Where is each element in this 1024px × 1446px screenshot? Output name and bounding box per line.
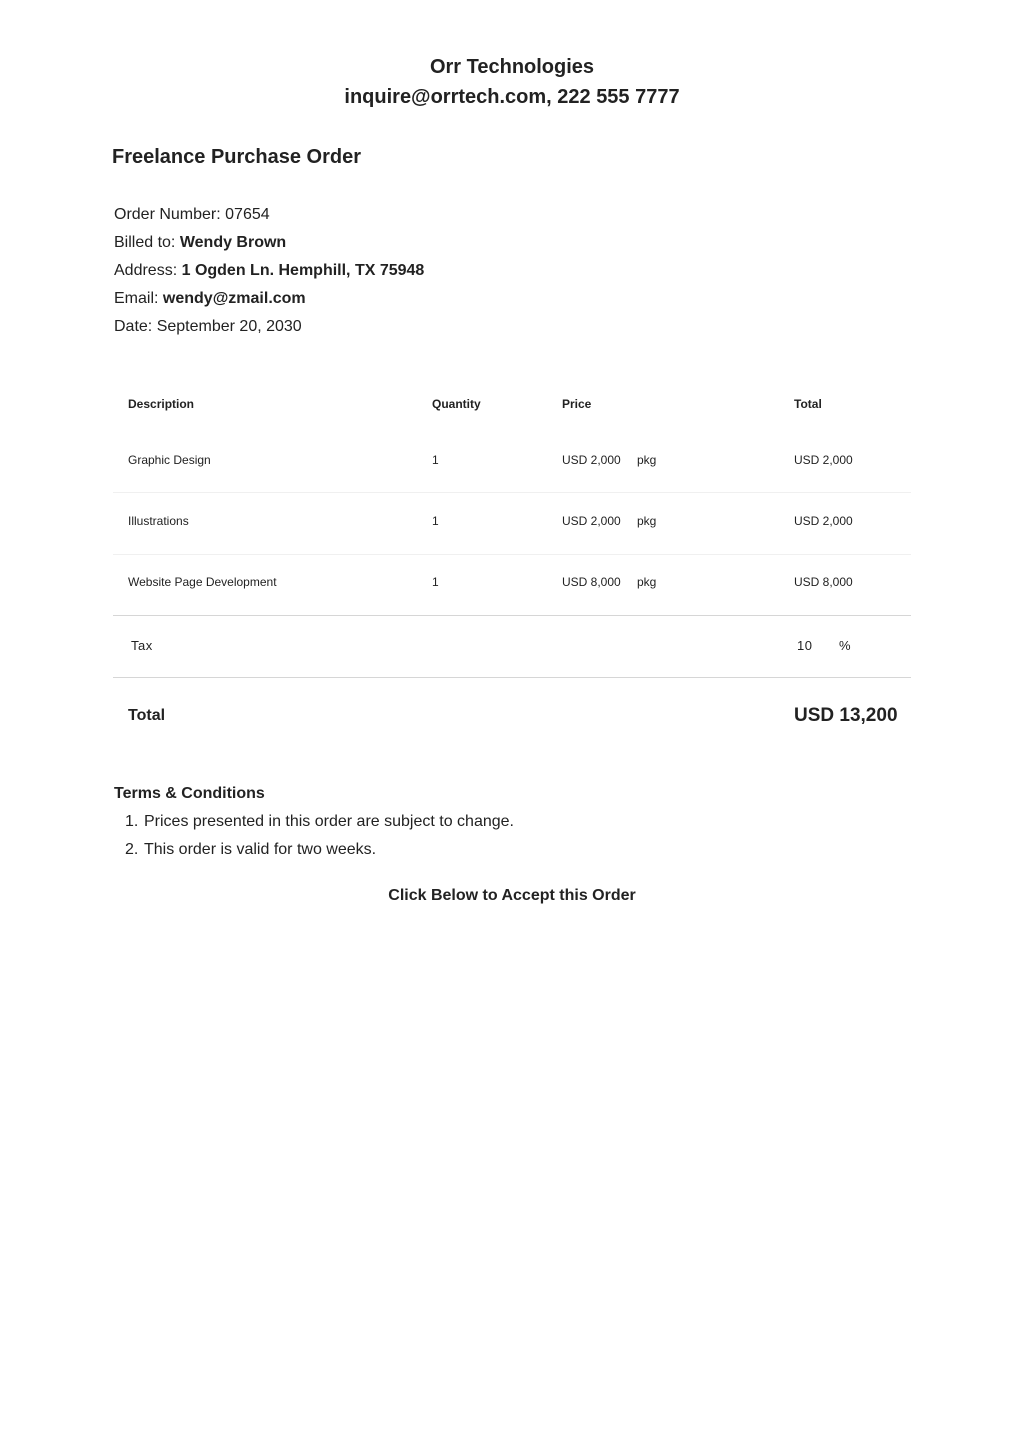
address-value: 1 Ogden Ln. Hemphill, TX 75948 (181, 262, 425, 279)
company-header (0, 52, 1024, 112)
accept-order-prompt: Click Below to Accept this Order (388, 887, 636, 904)
row-description: Illustrations (128, 514, 189, 528)
row-unit: pkg (637, 453, 657, 467)
row-quantity: 1 (432, 514, 439, 528)
row-quantity: 1 (432, 575, 439, 589)
order-number-row (114, 201, 424, 229)
row-unit: pkg (637, 575, 657, 589)
header-total: Total (794, 397, 822, 411)
billed-to-value: Wendy Brown (179, 234, 287, 251)
tax-divider (113, 677, 911, 678)
row-description: Website Page Development (128, 575, 277, 589)
company-name: Orr Technologies (429, 56, 595, 78)
address-label: Address: (114, 262, 178, 279)
list-item-text: This order is valid for two weeks. (144, 841, 377, 858)
header-description: Description (128, 397, 195, 411)
table-row (113, 491, 911, 552)
list-item (114, 808, 514, 836)
header-quantity: Quantity (432, 397, 481, 411)
terms-title: Terms & Conditions (114, 785, 265, 802)
terms-section (114, 780, 514, 864)
header-price: Price (562, 397, 592, 411)
grand-total-value: USD 13,200 (794, 705, 898, 726)
list-item-text: Prices presented in this order are subject to change. (144, 813, 514, 830)
terms-list (114, 808, 514, 864)
row-total: USD 2,000 (794, 514, 853, 528)
date-row (114, 313, 424, 341)
address-row (114, 257, 424, 285)
subtotal-divider (113, 615, 911, 616)
document-title: Freelance Purchase Order (112, 146, 362, 168)
row-total: USD 8,000 (794, 575, 853, 589)
tax-value: 10 (797, 638, 813, 653)
list-item-number: 1. (125, 813, 139, 830)
billed-to-row (114, 229, 424, 257)
row-price: USD 2,000 (562, 514, 621, 528)
tax-unit: % (839, 638, 851, 653)
date-value: September 20, 2030 (156, 318, 302, 335)
tax-label: Tax (131, 638, 153, 653)
date-label: Date: (114, 318, 153, 335)
email-value: wendy@zmail.com (162, 290, 306, 307)
row-price: USD 2,000 (562, 453, 621, 467)
row-quantity: 1 (432, 453, 439, 467)
table-row (113, 430, 911, 491)
order-info (114, 201, 424, 341)
email-row (114, 285, 424, 313)
order-number-value: 07654 (225, 206, 270, 223)
list-item-number: 2. (125, 841, 139, 858)
order-number-label: Order Number: (114, 206, 221, 223)
row-price: USD 8,000 (562, 575, 621, 589)
email-label: Email: (114, 290, 159, 307)
grand-total-label: Total (128, 707, 166, 724)
row-unit: pkg (637, 514, 657, 528)
row-total: USD 2,000 (794, 453, 853, 467)
row-description: Graphic Design (128, 453, 211, 467)
table-row (113, 552, 911, 613)
company-contact: inquire@orrtech.com, 222 555 7777 (344, 86, 680, 108)
billed-to-label: Billed to: (114, 234, 176, 251)
list-item (114, 836, 514, 864)
